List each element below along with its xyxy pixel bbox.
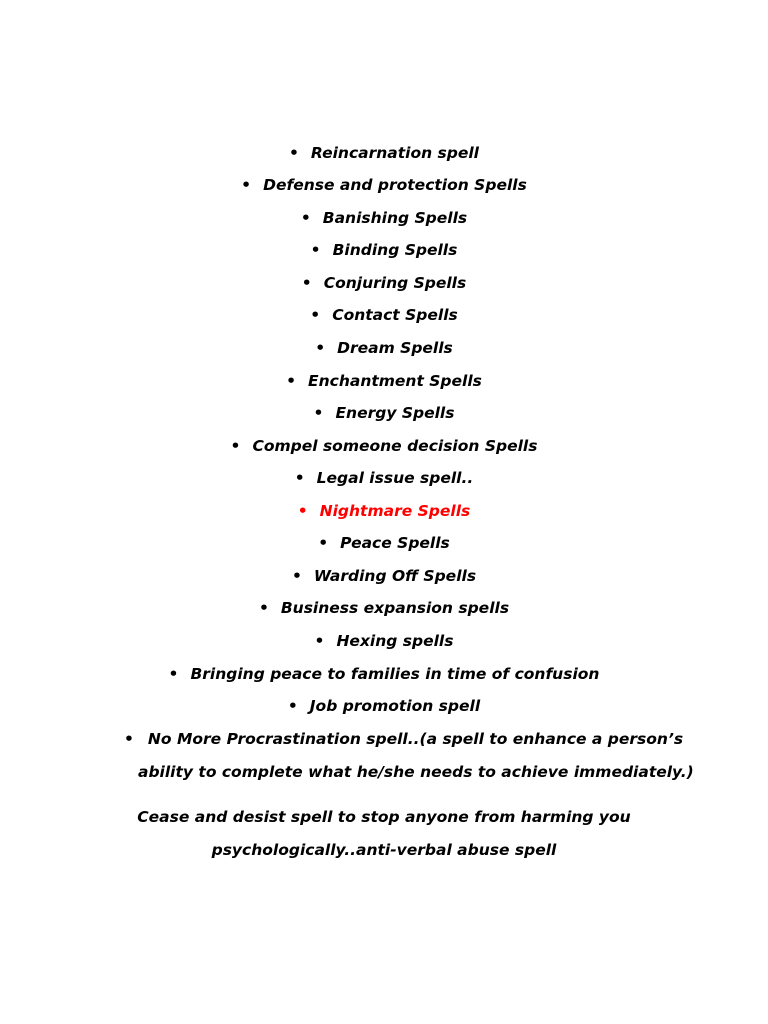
bullet-icon: • [297,502,308,520]
list-item-text: No More Procrastination spell..(a spell to enhance a person’s [147,730,684,748]
list-item-text: Hexing spells [336,632,454,650]
bullet-icon: • [294,469,305,487]
bullet-icon: • [287,697,298,715]
list-item [0,304,768,326]
list-item-text: Defense and protection Spells [263,176,527,194]
list-item [0,467,768,489]
list-item-highlighted [0,500,768,522]
list-item-text: Bringing peace to families in time of confusion [190,665,600,683]
bullet-icon: • [310,241,321,259]
closing-line-1: Cease and desist spell to stop anyone from harming you [137,808,631,826]
bullet-icon: • [318,534,329,552]
list-item-long-line1 [124,728,683,750]
list-item [0,402,768,424]
bullet-icon: • [258,599,269,617]
list-item [0,695,768,717]
list-item [0,272,768,294]
list-item-text: Conjuring Spells [323,274,467,292]
bullet-icon: • [313,404,324,422]
list-item-text: Job promotion spell [309,697,481,715]
list-item [0,630,768,652]
list-item-text: Nightmare Spells [319,502,471,520]
list-item [0,142,768,164]
list-item-long-line2: ability to complete what he/she needs to achieve immediately.) [138,763,694,781]
list-item-text: Reincarnation spell [310,144,479,162]
list-item [0,532,768,554]
bullet-icon: • [286,372,297,390]
bullet-icon: • [168,665,179,683]
list-item-text: Warding Off Spells [313,567,477,585]
list-item [0,663,768,685]
bullet-icon: • [314,632,325,650]
list-item-text: Compel someone decision Spells [252,437,538,455]
list-item [0,565,768,587]
list-item-text: Contact Spells [332,306,458,324]
list-item [0,597,768,619]
bullet-icon: • [230,437,241,455]
list-item-text: Peace Spells [340,534,450,552]
bullet-icon: • [301,274,312,292]
list-item-text: Business expansion spells [280,599,510,617]
bullet-icon: • [291,567,302,585]
closing-line-2: psychologically..anti-verbal abuse spell [211,841,557,859]
bullet-icon: • [310,306,321,324]
list-item [0,435,768,457]
list-item [0,207,768,229]
list-item-text: Dream Spells [337,339,453,357]
list-item [0,174,768,196]
bullet-icon: • [241,176,252,194]
list-item-text: Legal issue spell.. [316,469,474,487]
list-item-text: Banishing Spells [322,209,468,227]
list-item-text: Energy Spells [335,404,455,422]
list-item-text: Enchantment Spells [308,372,482,390]
bullet-icon: • [300,209,311,227]
list-item [0,370,768,392]
list-item-text: Binding Spells [332,241,458,259]
list-item [0,239,768,261]
bullet-icon: • [315,339,326,357]
list-item [0,337,768,359]
bullet-icon: • [289,144,299,162]
bullet-icon: • [124,730,134,748]
